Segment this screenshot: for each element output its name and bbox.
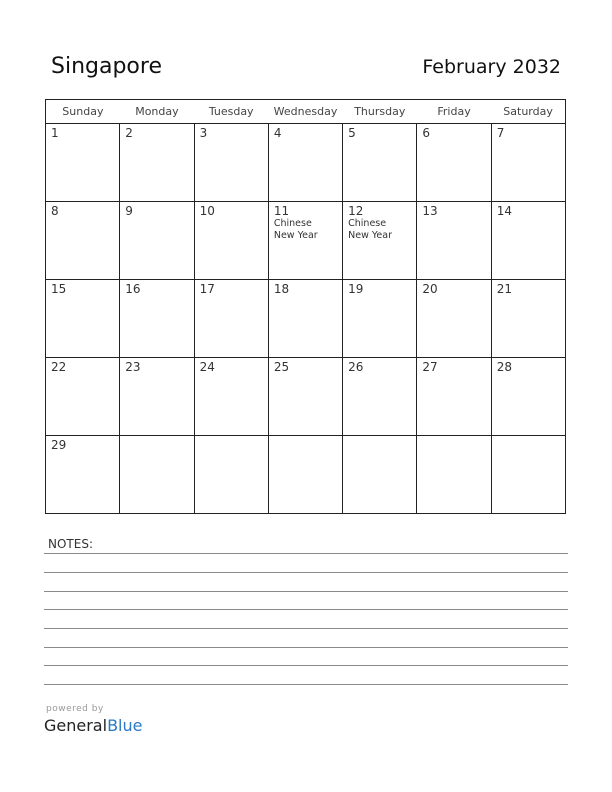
day-number: 2 xyxy=(125,126,133,140)
day-cell xyxy=(120,124,194,202)
day-cell xyxy=(491,202,565,280)
day-cell xyxy=(417,280,491,358)
week-row xyxy=(46,358,566,436)
day-cell xyxy=(417,124,491,202)
day-number: 16 xyxy=(125,282,141,296)
day-cell xyxy=(120,280,194,358)
day-number: 5 xyxy=(348,126,356,140)
note-line xyxy=(44,647,568,648)
holiday-label: Chinese New Year xyxy=(273,218,318,241)
day-cell xyxy=(46,202,120,280)
day-number: 11 xyxy=(273,204,290,218)
weekday-header: Thursday xyxy=(343,100,417,124)
day-number: 18 xyxy=(273,282,290,296)
day-cell xyxy=(120,202,194,280)
day-cell xyxy=(268,358,342,436)
week-row xyxy=(46,202,566,280)
day-number: 20 xyxy=(422,282,438,296)
day-cell xyxy=(120,436,194,514)
day-cell xyxy=(491,280,565,358)
day-number: 6 xyxy=(422,126,431,140)
day-cell xyxy=(46,124,120,202)
calendar-grid xyxy=(45,99,566,514)
day-number: 14 xyxy=(496,204,512,218)
note-line xyxy=(44,684,568,685)
day-number: 13 xyxy=(422,204,438,218)
day-cell xyxy=(343,358,417,436)
day-number: 1 xyxy=(51,126,59,140)
day-cell xyxy=(491,124,565,202)
day-cell xyxy=(46,280,120,358)
note-line xyxy=(44,628,568,629)
day-number: 3 xyxy=(199,126,208,140)
day-number: 23 xyxy=(125,360,141,374)
weekday-header: Friday xyxy=(417,100,491,124)
month-title: February 2032 xyxy=(422,56,561,78)
day-number: 29 xyxy=(51,438,67,452)
weekday-header: Tuesday xyxy=(194,100,268,124)
day-number: 21 xyxy=(496,282,512,296)
day-number: 7 xyxy=(496,126,505,140)
day-cell xyxy=(268,280,342,358)
day-cell xyxy=(343,202,417,280)
day-cell xyxy=(194,124,268,202)
day-cell xyxy=(343,436,417,514)
day-number: 8 xyxy=(51,204,59,218)
country-title: Singapore xyxy=(51,54,162,79)
day-cell xyxy=(417,358,491,436)
day-number: 24 xyxy=(199,360,215,374)
notes-label: NOTES: xyxy=(48,537,93,551)
weekday-header: Saturday xyxy=(491,100,565,124)
day-cell xyxy=(268,436,342,514)
day-cell xyxy=(491,358,565,436)
note-line xyxy=(44,609,568,610)
day-number: 28 xyxy=(496,360,512,374)
day-number: 15 xyxy=(51,282,67,296)
week-row xyxy=(46,124,566,202)
day-number: 25 xyxy=(273,360,290,374)
day-cell xyxy=(268,124,342,202)
day-number: 26 xyxy=(348,360,364,374)
week-row xyxy=(46,280,566,358)
generalblue-logo xyxy=(44,716,142,735)
day-cell xyxy=(343,280,417,358)
day-cell xyxy=(268,202,342,280)
logo-general-text: General xyxy=(44,716,108,735)
note-line xyxy=(44,665,568,666)
day-cell xyxy=(417,202,491,280)
logo-blue-text: Blue xyxy=(107,716,143,735)
weekday-header: Wednesday xyxy=(268,100,342,124)
day-number: 12 xyxy=(348,204,364,218)
holiday-label: Chinese New Year xyxy=(348,218,392,241)
weekday-header: Monday xyxy=(120,100,194,124)
day-number: 17 xyxy=(199,282,215,296)
day-cell xyxy=(194,358,268,436)
weekday-header-row xyxy=(46,100,566,124)
day-cell xyxy=(194,202,268,280)
day-number: 22 xyxy=(51,360,67,374)
day-number: 19 xyxy=(348,282,364,296)
note-line xyxy=(44,591,568,592)
day-number: 27 xyxy=(422,360,438,374)
day-cell xyxy=(120,358,194,436)
note-line xyxy=(44,572,568,573)
day-cell xyxy=(46,436,120,514)
day-cell xyxy=(194,436,268,514)
note-line xyxy=(44,553,568,554)
day-number: 9 xyxy=(125,204,133,218)
day-cell xyxy=(343,124,417,202)
day-cell xyxy=(194,280,268,358)
day-cell xyxy=(46,358,120,436)
weekday-header: Sunday xyxy=(46,100,120,124)
powered-by-text: powered by xyxy=(46,704,104,714)
day-number: 4 xyxy=(273,126,282,140)
day-cell xyxy=(417,436,491,514)
week-row xyxy=(46,436,566,514)
day-cell xyxy=(491,436,565,514)
day-number: 10 xyxy=(199,204,215,218)
